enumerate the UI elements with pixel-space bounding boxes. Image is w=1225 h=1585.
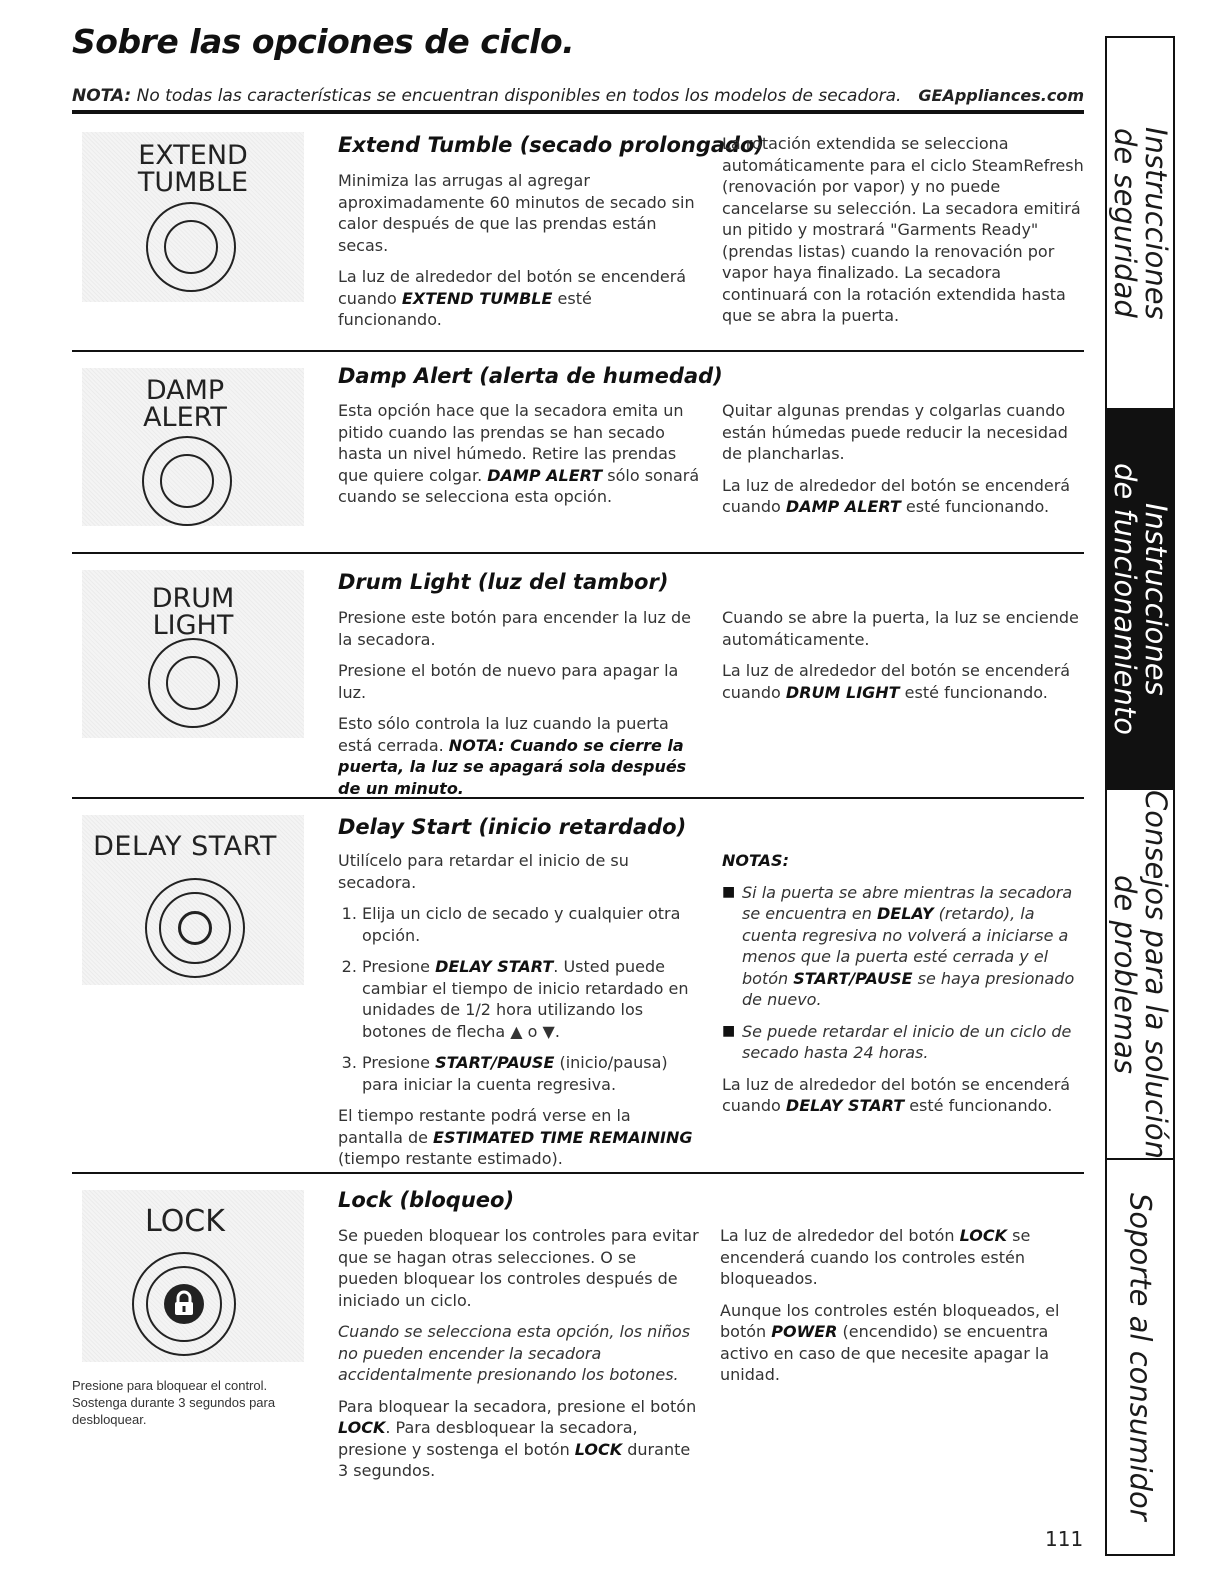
drum-light-button[interactable] <box>148 638 238 728</box>
damp-alert-left-column: Esta opción hace que la secadora emita un pitido cuando las prendas se han secado hasta un nivel húmedo. Retire las prendas que quiere colgar. DAMP ALERT sólo sonará cuando se selecciona esta opción. <box>338 401 700 506</box>
header-rule <box>72 110 1084 114</box>
page-number: 111 <box>1045 1527 1084 1551</box>
section-divider <box>72 350 1084 352</box>
extend-tumble-right-column: La rotación extendida se selecciona automáticamente para el ciclo SteamRefresh (renovación por vapor) y no puede cancelarse su selección. La secadora emitirá un pitido y mostrará "Garments Ready" (prendas listas) cuando la renovación por vapor haya finalizado. La secadora continuará con la rotación extendida hasta que se abra la puerta. <box>722 134 1084 325</box>
damp-alert-title: Damp Alert (alerta de humedad) <box>338 364 723 388</box>
note-text: No todas las características se encuentran disponibles en todos los modelos de secadora. <box>131 86 902 106</box>
note-label: NOTA: <box>72 86 132 106</box>
extend-tumble-left-column: Minimiza las arrugas al agregar aproximadamente 60 minutos de secado sin calor después de que las prendas están secas. La luz de alrededor del botón se encenderá cuando EXTEND TUMBLE esté funcionando. <box>338 171 695 329</box>
delay-note-2: ■ Se puede retardar el inicio de un ciclo de secado hasta 24 horas. <box>722 1021 1084 1064</box>
drum-light-right-column: Cuando se abre la puerta, la luz se enciende automáticamente. La luz de alrededor del botón se encenderá cuando DRUM LIGHT esté funcionando. <box>722 608 1079 702</box>
delay-start-label: DELAY START <box>93 831 277 862</box>
lock-caption: Presione para bloquear el control. Sostenga durante 3 segundos para desbloquear. <box>72 1378 276 1427</box>
lock-label: LOCK <box>145 1204 225 1239</box>
section-divider <box>72 552 1084 554</box>
delay-start-button[interactable] <box>145 878 245 978</box>
section-divider <box>72 1172 1084 1174</box>
damp-alert-right-column: Quitar algunas prendas y colgarlas cuando están húmedas puede reducir la necesidad de plancharlas. La luz de alrededor del botón se encenderá cuando DAMP ALERT esté funcionando. <box>722 401 1071 516</box>
tab-soporte-consumidor[interactable]: Soporte al consumidor <box>1123 1193 1158 1521</box>
extend-tumble-title: Extend Tumble (secado prolongado) <box>338 133 765 157</box>
notes-heading: NOTAS: <box>722 851 789 870</box>
lock-title: Lock (bloqueo) <box>338 1188 515 1212</box>
delay-start-right-column: NOTAS: ■ Si la puerta se abre mientras la secadora se encuentra en DELAY (retardo), la cuenta regresiva no volverá a iniciarse a menos que la puerta esté cerrada y el botón START/PAUSE se haya presionado de nuevo. ■ Se puede retardar el inicio de un ciclo de secado hasta 24 horas. La luz de alrededor del botón se encenderá cuando DELAY START esté funcionando. <box>722 850 1084 1127</box>
tab-instrucciones-funcionamiento[interactable]: Instrucciones de funcionamiento <box>1107 410 1173 790</box>
drum-light-label: DRUM LIGHT <box>151 583 235 641</box>
extend-tumble-button[interactable] <box>146 202 236 292</box>
delay-note-1: ■ Si la puerta se abre mientras la secadora se encuentra en DELAY (retardo), la cuenta regresiva no volverá a iniciarse a menos que la puerta esté cerrada y el botón START/PAUSE se haya presionado de nuevo. <box>722 882 1084 1011</box>
delay-start-left-column: Utilícelo para retardar el inicio de su secadora. 1. Elija un ciclo de secado y cualquier otra opción. 2. Presione DELAY START. Usted puede cambiar el tiempo de inicio retardado en unidades de 1/2 hora utilizando los botones de flecha ▲ o ▼. 3. Presione START/PAUSE (inicio/pausa) para iniciar la cuenta regresiva. El tiempo restante podrá verse en la pantalla de ESTIMATED TIME REMAINING (tiempo restante estimado). <box>338 850 700 1180</box>
lock-left-column: Se pueden bloquear los controles para evitar que se hagan otras selecciones. O se pueden bloquear los controles después de iniciado un ciclo. Cuando se selecciona esta opción, los niños no pueden encender la secadora accidentalmente presionando los botones. Para bloquear la secadora, presione el botón LOCK. Para desbloquear la secadora, presione y sostenga el botón LOCK durante 3 segundos. <box>338 1226 699 1480</box>
tab-consejos-solucion-problemas[interactable]: Consejos para la solución de problemas <box>1108 789 1173 1159</box>
padlock-icon <box>164 1284 204 1324</box>
damp-alert-button[interactable] <box>142 436 232 526</box>
lock-right-column: La luz de alrededor del botón LOCK se encenderá cuando los controles estén bloqueados. Aunque los controles estén bloqueados, el botón POWER (encendido) se encuentra activo en caso de que necesite apagar la unidad. <box>720 1226 1060 1384</box>
tab-instrucciones-seguridad[interactable]: Instrucciones de seguridad <box>1107 38 1173 410</box>
damp-alert-label: DAMP ALERT <box>143 375 227 433</box>
section-divider <box>72 797 1084 799</box>
header-note <box>72 86 1084 106</box>
delay-step-2: 2. Presione DELAY START. Usted puede cambiar el tiempo de inicio retardado en unidades de 1/2 hora utilizando los botones de flecha ▲ o ▼. <box>362 956 700 1042</box>
drum-light-left-column: Presione este botón para encender la luz de la secadora. Presione el botón de nuevo para apagar la luz. Esto sólo controla la luz cuando la puerta está cerrada. NOTA: Cuando se cierre la puerta, la luz se apagará sola después de un minuto. <box>338 608 691 798</box>
lock-button[interactable] <box>132 1252 236 1356</box>
delay-start-title: Delay Start (inicio retardado) <box>338 815 687 839</box>
site-link[interactable]: GEAppliances.com <box>918 86 1084 105</box>
drum-light-title: Drum Light (luz del tambor) <box>338 570 669 594</box>
delay-step-3: 3. Presione START/PAUSE (inicio/pausa) para iniciar la cuenta regresiva. <box>362 1052 700 1095</box>
extend-tumble-label: EXTEND TUMBLE <box>137 140 249 198</box>
delay-step-1: 1. Elija un ciclo de secado y cualquier otra opción. <box>362 903 700 946</box>
page-title: Sobre las opciones de ciclo. <box>72 22 575 61</box>
section-tabs-sidebar <box>1105 36 1175 1556</box>
